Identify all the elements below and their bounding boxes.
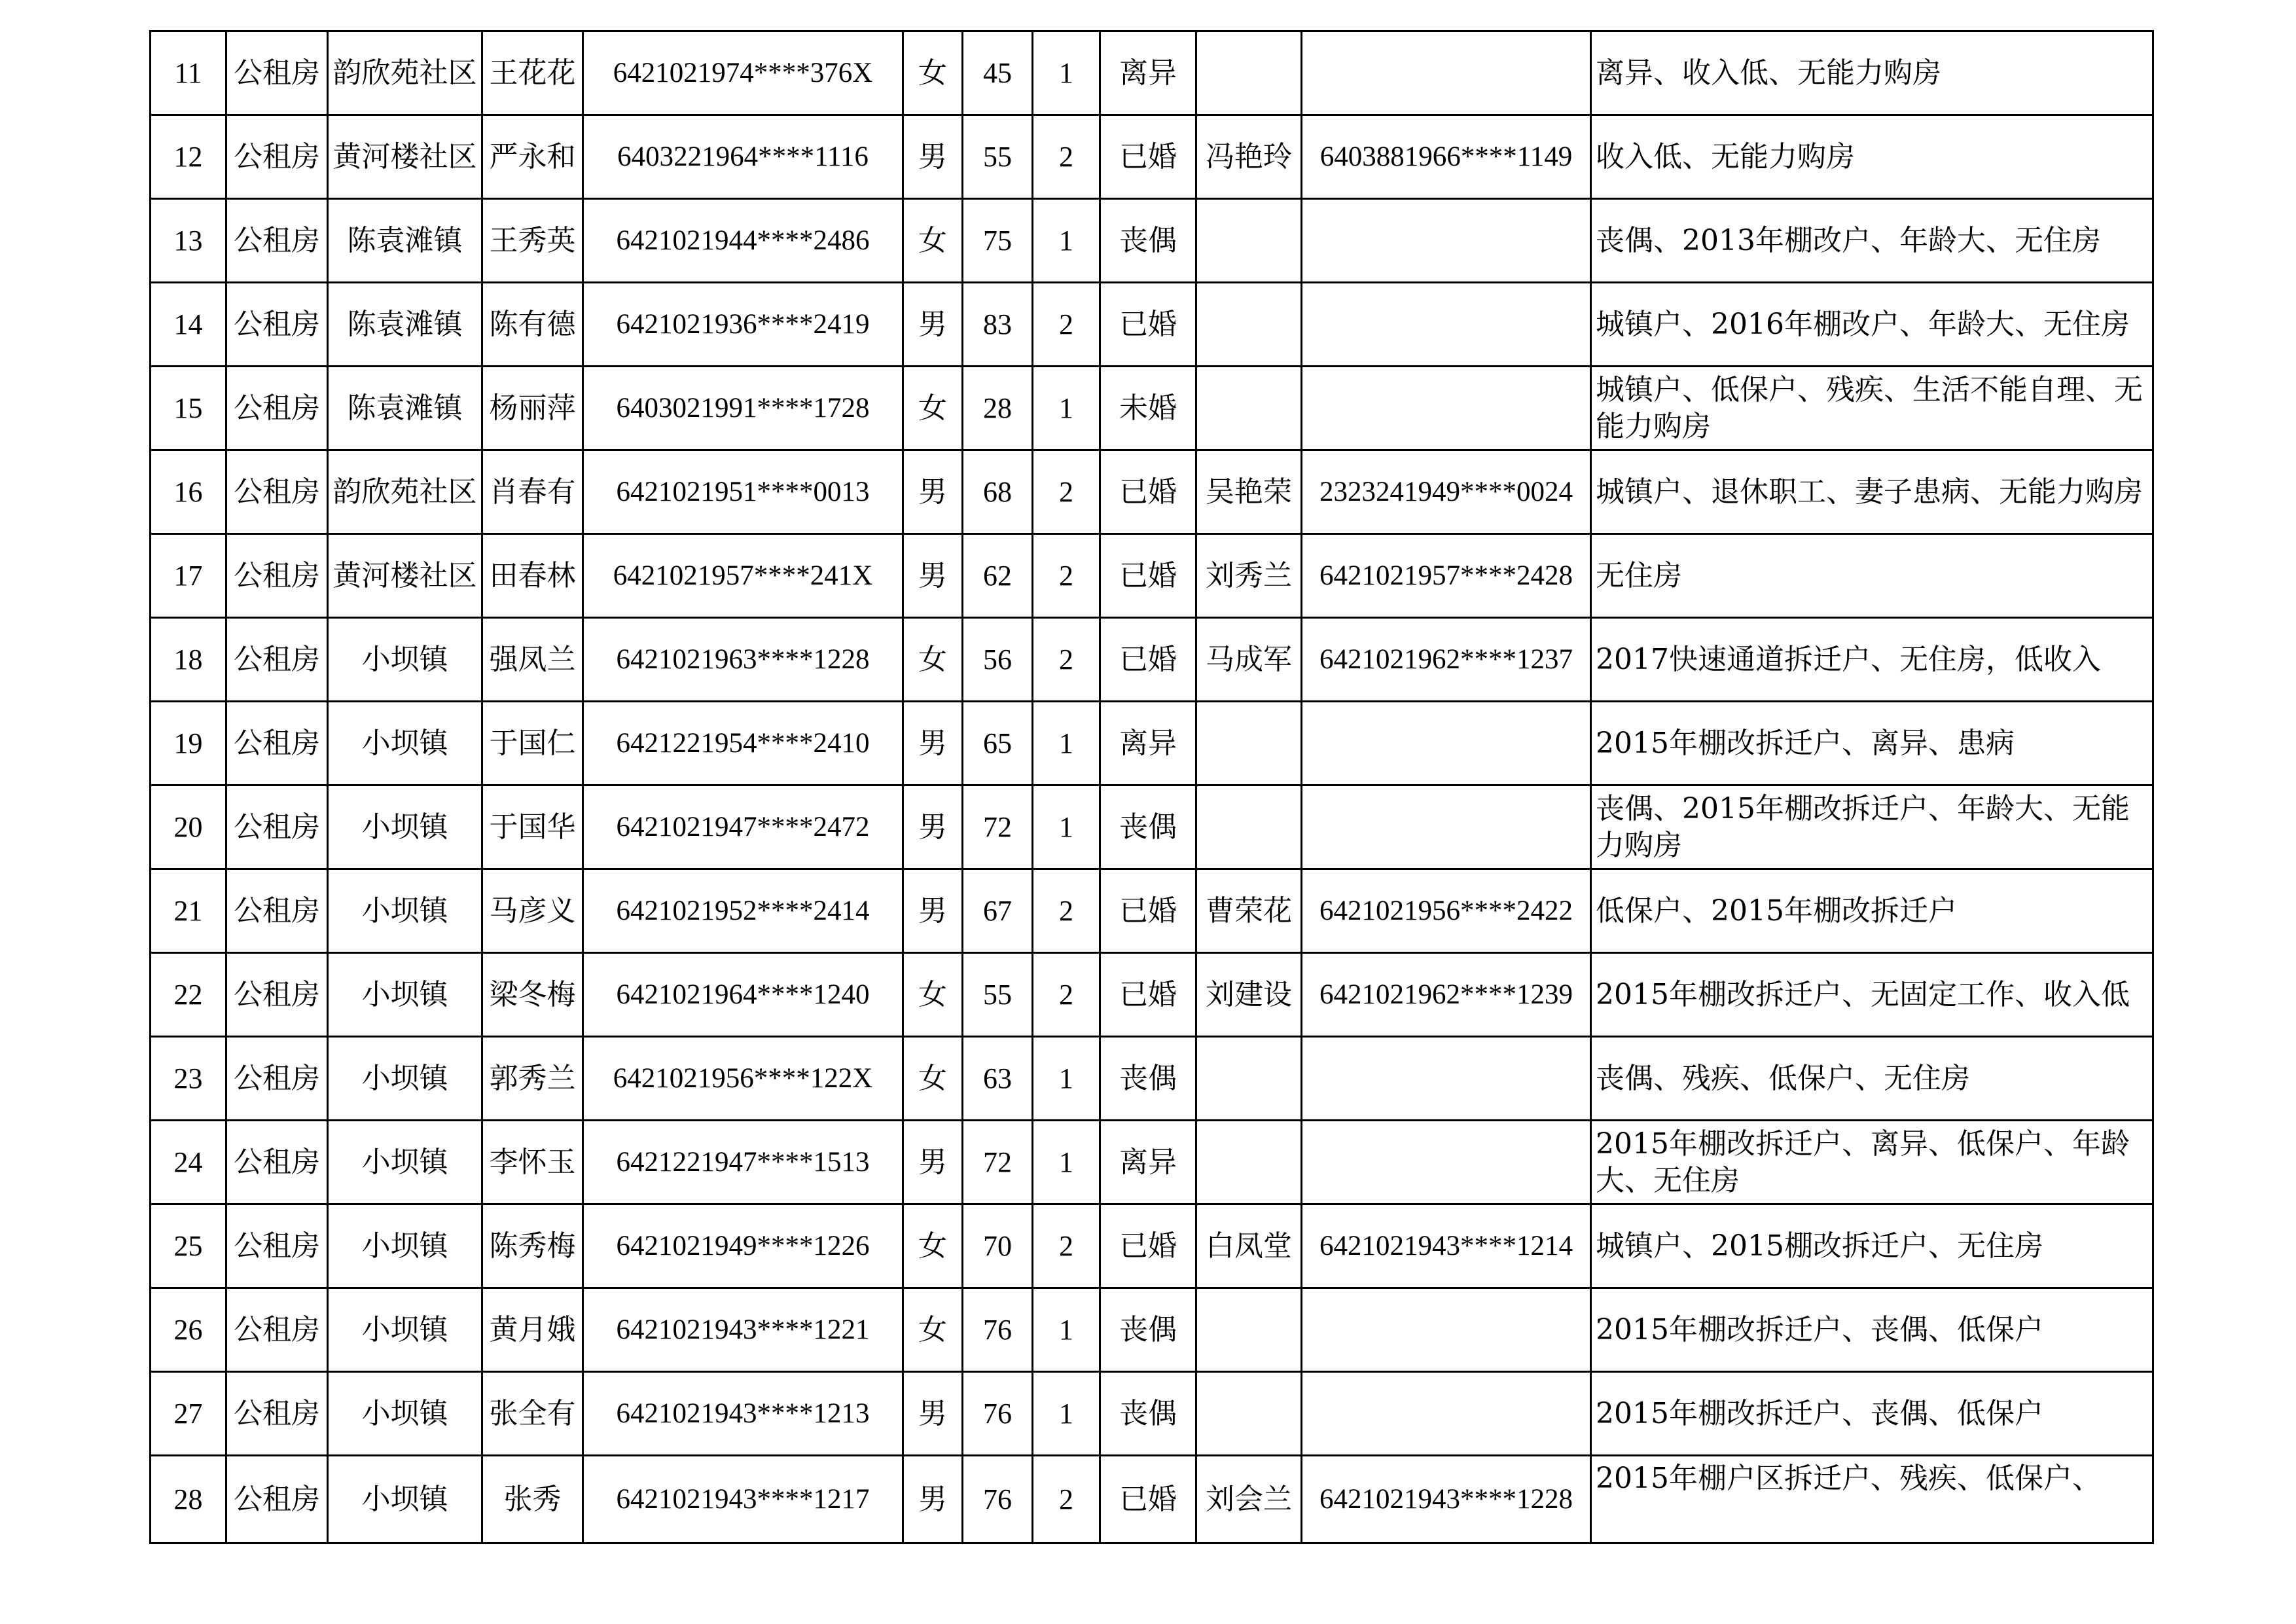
row-number-cell: 26	[151, 1288, 226, 1372]
family-size-cell: 1	[1033, 199, 1100, 283]
table-row	[151, 1204, 2153, 1288]
gender-cell: 男	[903, 702, 963, 785]
spouse-name-cell	[1196, 1288, 1302, 1372]
reason-cell: 低保户、2015年棚改拆迁户	[1591, 869, 2153, 953]
reason-cell: 丧偶、2013年棚改户、年龄大、无住房	[1591, 199, 2153, 283]
housing-type-cell: 公租房	[226, 869, 328, 953]
age-cell: 76	[963, 1456, 1033, 1543]
reason-cell: 离异、收入低、无能力购房	[1591, 31, 2153, 115]
row-number-cell: 23	[151, 1037, 226, 1121]
table-row	[151, 1121, 2153, 1204]
community-cell: 小坝镇	[328, 1037, 482, 1121]
table-row	[151, 115, 2153, 199]
family-size-cell: 2	[1033, 869, 1100, 953]
marital-status-cell: 离异	[1100, 702, 1196, 785]
table-row	[151, 199, 2153, 283]
applicant-name-cell: 杨丽萍	[482, 367, 583, 450]
marital-status-cell: 已婚	[1100, 283, 1196, 367]
applicant-id-cell: 6421221954****2410	[583, 702, 903, 785]
row-number-cell: 16	[151, 450, 226, 534]
gender-cell: 女	[903, 1288, 963, 1372]
community-cell: 陈袁滩镇	[328, 283, 482, 367]
applicant-name-cell: 王秀英	[482, 199, 583, 283]
row-number-cell: 11	[151, 31, 226, 115]
marital-status-cell: 已婚	[1100, 953, 1196, 1037]
gender-cell: 男	[903, 283, 963, 367]
applicant-id-cell: 6421021949****1226	[583, 1204, 903, 1288]
reason-cell: 2017快速通道拆迁户、无住房，低收入	[1591, 618, 2153, 702]
community-cell: 黄河楼社区	[328, 115, 482, 199]
table-row	[151, 618, 2153, 702]
spouse-name-cell: 刘秀兰	[1196, 534, 1302, 618]
community-cell: 小坝镇	[328, 785, 482, 869]
housing-type-cell: 公租房	[226, 1037, 328, 1121]
marital-status-cell: 已婚	[1100, 534, 1196, 618]
table-row	[151, 1456, 2153, 1543]
family-size-cell: 1	[1033, 1372, 1100, 1456]
spouse-name-cell	[1196, 367, 1302, 450]
table-row	[151, 31, 2153, 115]
housing-type-cell: 公租房	[226, 1456, 328, 1543]
applicant-name-cell: 梁冬梅	[482, 953, 583, 1037]
family-size-cell: 2	[1033, 1456, 1100, 1543]
community-cell: 韵欣苑社区	[328, 450, 482, 534]
spouse-id-cell: 6421021957****2428	[1302, 534, 1591, 618]
community-cell: 小坝镇	[328, 953, 482, 1037]
spouse-id-cell	[1302, 1288, 1591, 1372]
spouse-name-cell	[1196, 702, 1302, 785]
spouse-id-cell	[1302, 31, 1591, 115]
reason-cell: 城镇户、2015棚改拆迁户、无住房	[1591, 1204, 2153, 1288]
applicant-name-cell: 陈有德	[482, 283, 583, 367]
applicant-name-cell: 张全有	[482, 1372, 583, 1456]
family-size-cell: 1	[1033, 702, 1100, 785]
table-row	[151, 702, 2153, 785]
age-cell: 75	[963, 199, 1033, 283]
row-number-cell: 17	[151, 534, 226, 618]
gender-cell: 男	[903, 1372, 963, 1456]
housing-type-cell: 公租房	[226, 283, 328, 367]
row-number-cell: 21	[151, 869, 226, 953]
spouse-name-cell: 马成军	[1196, 618, 1302, 702]
applicant-id-cell: 6421021936****2419	[583, 283, 903, 367]
applicant-name-cell: 于国华	[482, 785, 583, 869]
marital-status-cell: 丧偶	[1100, 199, 1196, 283]
gender-cell: 女	[903, 199, 963, 283]
reason-cell: 无住房	[1591, 534, 2153, 618]
community-cell: 小坝镇	[328, 1288, 482, 1372]
applicant-id-cell: 6421021963****1228	[583, 618, 903, 702]
spouse-name-cell	[1196, 1372, 1302, 1456]
family-size-cell: 2	[1033, 618, 1100, 702]
age-cell: 67	[963, 869, 1033, 953]
family-size-cell: 1	[1033, 1121, 1100, 1204]
applicant-id-cell: 6421021944****2486	[583, 199, 903, 283]
spouse-id-cell: 6421021962****1239	[1302, 953, 1591, 1037]
family-size-cell: 2	[1033, 534, 1100, 618]
applicant-id-cell: 6421021947****2472	[583, 785, 903, 869]
spouse-name-cell	[1196, 31, 1302, 115]
gender-cell: 女	[903, 367, 963, 450]
applicant-name-cell: 王花花	[482, 31, 583, 115]
family-size-cell: 1	[1033, 1288, 1100, 1372]
family-size-cell: 2	[1033, 953, 1100, 1037]
marital-status-cell: 已婚	[1100, 618, 1196, 702]
reason-cell: 丧偶、残疾、低保户、无住房	[1591, 1037, 2153, 1121]
marital-status-cell: 已婚	[1100, 450, 1196, 534]
gender-cell: 女	[903, 618, 963, 702]
community-cell: 韵欣苑社区	[328, 31, 482, 115]
row-number-cell: 12	[151, 115, 226, 199]
applicant-name-cell: 肖春有	[482, 450, 583, 534]
table-row	[151, 869, 2153, 953]
housing-type-cell: 公租房	[226, 702, 328, 785]
housing-type-cell: 公租房	[226, 1121, 328, 1204]
row-number-cell: 28	[151, 1456, 226, 1543]
gender-cell: 男	[903, 1121, 963, 1204]
spouse-id-cell	[1302, 199, 1591, 283]
community-cell: 陈袁滩镇	[328, 367, 482, 450]
reason-cell: 2015年棚改拆迁户、丧偶、低保户	[1591, 1372, 2153, 1456]
row-number-cell: 18	[151, 618, 226, 702]
community-cell: 陈袁滩镇	[328, 199, 482, 283]
table-row	[151, 1288, 2153, 1372]
age-cell: 83	[963, 283, 1033, 367]
marital-status-cell: 离异	[1100, 1121, 1196, 1204]
applicant-name-cell: 田春林	[482, 534, 583, 618]
applicant-id-cell: 6421021952****2414	[583, 869, 903, 953]
gender-cell: 女	[903, 1037, 963, 1121]
reason-cell: 城镇户、低保户、残疾、生活不能自理、无能力购房	[1591, 367, 2153, 450]
gender-cell: 男	[903, 450, 963, 534]
reason-cell: 2015年棚改拆迁户、丧偶、低保户	[1591, 1288, 2153, 1372]
applicant-name-cell: 于国仁	[482, 702, 583, 785]
applicant-id-cell: 6421021964****1240	[583, 953, 903, 1037]
applicant-name-cell: 马彦义	[482, 869, 583, 953]
row-number-cell: 15	[151, 367, 226, 450]
reason-cell: 2015年棚改拆迁户、离异、患病	[1591, 702, 2153, 785]
marital-status-cell: 已婚	[1100, 1456, 1196, 1543]
age-cell: 45	[963, 31, 1033, 115]
applicant-id-cell: 6421221947****1513	[583, 1121, 903, 1204]
gender-cell: 男	[903, 785, 963, 869]
reason-cell: 2015年棚改拆迁户、无固定工作、收入低	[1591, 953, 2153, 1037]
spouse-name-cell	[1196, 283, 1302, 367]
applicant-id-cell: 6403221964****1116	[583, 115, 903, 199]
marital-status-cell: 已婚	[1100, 1204, 1196, 1288]
family-size-cell: 1	[1033, 785, 1100, 869]
gender-cell: 男	[903, 534, 963, 618]
spouse-name-cell: 刘建设	[1196, 953, 1302, 1037]
applicant-table	[149, 30, 2154, 1544]
family-size-cell: 1	[1033, 1037, 1100, 1121]
housing-type-cell: 公租房	[226, 31, 328, 115]
table-body	[151, 31, 2153, 1543]
spouse-name-cell	[1196, 785, 1302, 869]
spouse-name-cell: 曹荣花	[1196, 869, 1302, 953]
row-number-cell: 22	[151, 953, 226, 1037]
age-cell: 72	[963, 1121, 1033, 1204]
applicant-id-cell: 6421021943****1213	[583, 1372, 903, 1456]
spouse-id-cell	[1302, 1037, 1591, 1121]
housing-type-cell: 公租房	[226, 785, 328, 869]
marital-status-cell: 丧偶	[1100, 1372, 1196, 1456]
reason-cell: 2015年棚户区拆迁户、残疾、低保户、	[1591, 1456, 2153, 1543]
spouse-name-cell	[1196, 199, 1302, 283]
age-cell: 28	[963, 367, 1033, 450]
applicant-id-cell: 6421021943****1221	[583, 1288, 903, 1372]
gender-cell: 男	[903, 115, 963, 199]
applicant-id-cell: 6421021951****0013	[583, 450, 903, 534]
spouse-id-cell	[1302, 785, 1591, 869]
community-cell: 黄河楼社区	[328, 534, 482, 618]
age-cell: 72	[963, 785, 1033, 869]
reason-cell: 收入低、无能力购房	[1591, 115, 2153, 199]
spouse-id-cell: 2323241949****0024	[1302, 450, 1591, 534]
spouse-id-cell	[1302, 367, 1591, 450]
marital-status-cell: 丧偶	[1100, 1288, 1196, 1372]
applicant-name-cell: 严永和	[482, 115, 583, 199]
age-cell: 76	[963, 1372, 1033, 1456]
housing-type-cell: 公租房	[226, 618, 328, 702]
row-number-cell: 19	[151, 702, 226, 785]
age-cell: 70	[963, 1204, 1033, 1288]
housing-type-cell: 公租房	[226, 1288, 328, 1372]
spouse-id-cell	[1302, 283, 1591, 367]
row-number-cell: 20	[151, 785, 226, 869]
table-row	[151, 953, 2153, 1037]
table-row	[151, 1372, 2153, 1456]
housing-type-cell: 公租房	[226, 534, 328, 618]
applicant-id-cell: 6403021991****1728	[583, 367, 903, 450]
age-cell: 76	[963, 1288, 1033, 1372]
marital-status-cell: 已婚	[1100, 869, 1196, 953]
spouse-name-cell: 白凤堂	[1196, 1204, 1302, 1288]
reason-cell: 城镇户、2016年棚改户、年龄大、无住房	[1591, 283, 2153, 367]
applicant-name-cell: 黄月娥	[482, 1288, 583, 1372]
spouse-name-cell	[1196, 1037, 1302, 1121]
applicant-id-cell: 6421021957****241X	[583, 534, 903, 618]
row-number-cell: 24	[151, 1121, 226, 1204]
housing-type-cell: 公租房	[226, 115, 328, 199]
marital-status-cell: 未婚	[1100, 367, 1196, 450]
age-cell: 56	[963, 618, 1033, 702]
spouse-id-cell: 6403881966****1149	[1302, 115, 1591, 199]
spouse-id-cell: 6421021943****1228	[1302, 1456, 1591, 1543]
community-cell: 小坝镇	[328, 618, 482, 702]
gender-cell: 女	[903, 1204, 963, 1288]
family-size-cell: 2	[1033, 283, 1100, 367]
community-cell: 小坝镇	[328, 702, 482, 785]
family-size-cell: 1	[1033, 31, 1100, 115]
community-cell: 小坝镇	[328, 1204, 482, 1288]
spouse-id-cell: 6421021962****1237	[1302, 618, 1591, 702]
age-cell: 68	[963, 450, 1033, 534]
community-cell: 小坝镇	[328, 1121, 482, 1204]
gender-cell: 男	[903, 869, 963, 953]
housing-type-cell: 公租房	[226, 953, 328, 1037]
family-size-cell: 1	[1033, 367, 1100, 450]
applicant-name-cell: 张秀	[482, 1456, 583, 1543]
marital-status-cell: 丧偶	[1100, 1037, 1196, 1121]
table-row	[151, 450, 2153, 534]
age-cell: 65	[963, 702, 1033, 785]
spouse-id-cell	[1302, 1372, 1591, 1456]
applicant-id-cell: 6421021974****376X	[583, 31, 903, 115]
table-row	[151, 367, 2153, 450]
table-row	[151, 534, 2153, 618]
gender-cell: 女	[903, 953, 963, 1037]
reason-cell: 城镇户、退休职工、妻子患病、无能力购房	[1591, 450, 2153, 534]
gender-cell: 女	[903, 31, 963, 115]
row-number-cell: 14	[151, 283, 226, 367]
spouse-id-cell: 6421021943****1214	[1302, 1204, 1591, 1288]
applicant-name-cell: 陈秀梅	[482, 1204, 583, 1288]
table-row	[151, 785, 2153, 869]
family-size-cell: 2	[1033, 1204, 1100, 1288]
spouse-name-cell: 刘会兰	[1196, 1456, 1302, 1543]
community-cell: 小坝镇	[328, 869, 482, 953]
reason-cell: 丧偶、2015年棚改拆迁户、年龄大、无能力购房	[1591, 785, 2153, 869]
housing-type-cell: 公租房	[226, 450, 328, 534]
spouse-name-cell: 冯艳玲	[1196, 115, 1302, 199]
marital-status-cell: 已婚	[1100, 115, 1196, 199]
family-size-cell: 2	[1033, 115, 1100, 199]
reason-cell: 2015年棚改拆迁户、离异、低保户、年龄大、无住房	[1591, 1121, 2153, 1204]
age-cell: 62	[963, 534, 1033, 618]
table-row	[151, 1037, 2153, 1121]
housing-type-cell: 公租房	[226, 1372, 328, 1456]
spouse-name-cell	[1196, 1121, 1302, 1204]
community-cell: 小坝镇	[328, 1456, 482, 1543]
row-number-cell: 25	[151, 1204, 226, 1288]
age-cell: 55	[963, 953, 1033, 1037]
table-row	[151, 283, 2153, 367]
row-number-cell: 27	[151, 1372, 226, 1456]
applicant-name-cell: 强凤兰	[482, 618, 583, 702]
gender-cell: 男	[903, 1456, 963, 1543]
applicant-name-cell: 李怀玉	[482, 1121, 583, 1204]
age-cell: 55	[963, 115, 1033, 199]
applicant-name-cell: 郭秀兰	[482, 1037, 583, 1121]
housing-type-cell: 公租房	[226, 367, 328, 450]
applicant-id-cell: 6421021956****122X	[583, 1037, 903, 1121]
applicant-id-cell: 6421021943****1217	[583, 1456, 903, 1543]
community-cell: 小坝镇	[328, 1372, 482, 1456]
family-size-cell: 2	[1033, 450, 1100, 534]
housing-type-cell: 公租房	[226, 1204, 328, 1288]
row-number-cell: 13	[151, 199, 226, 283]
marital-status-cell: 离异	[1100, 31, 1196, 115]
spouse-id-cell: 6421021956****2422	[1302, 869, 1591, 953]
spouse-id-cell	[1302, 1121, 1591, 1204]
age-cell: 63	[963, 1037, 1033, 1121]
housing-type-cell: 公租房	[226, 199, 328, 283]
marital-status-cell: 丧偶	[1100, 785, 1196, 869]
spouse-id-cell	[1302, 702, 1591, 785]
spouse-name-cell: 吴艳荣	[1196, 450, 1302, 534]
